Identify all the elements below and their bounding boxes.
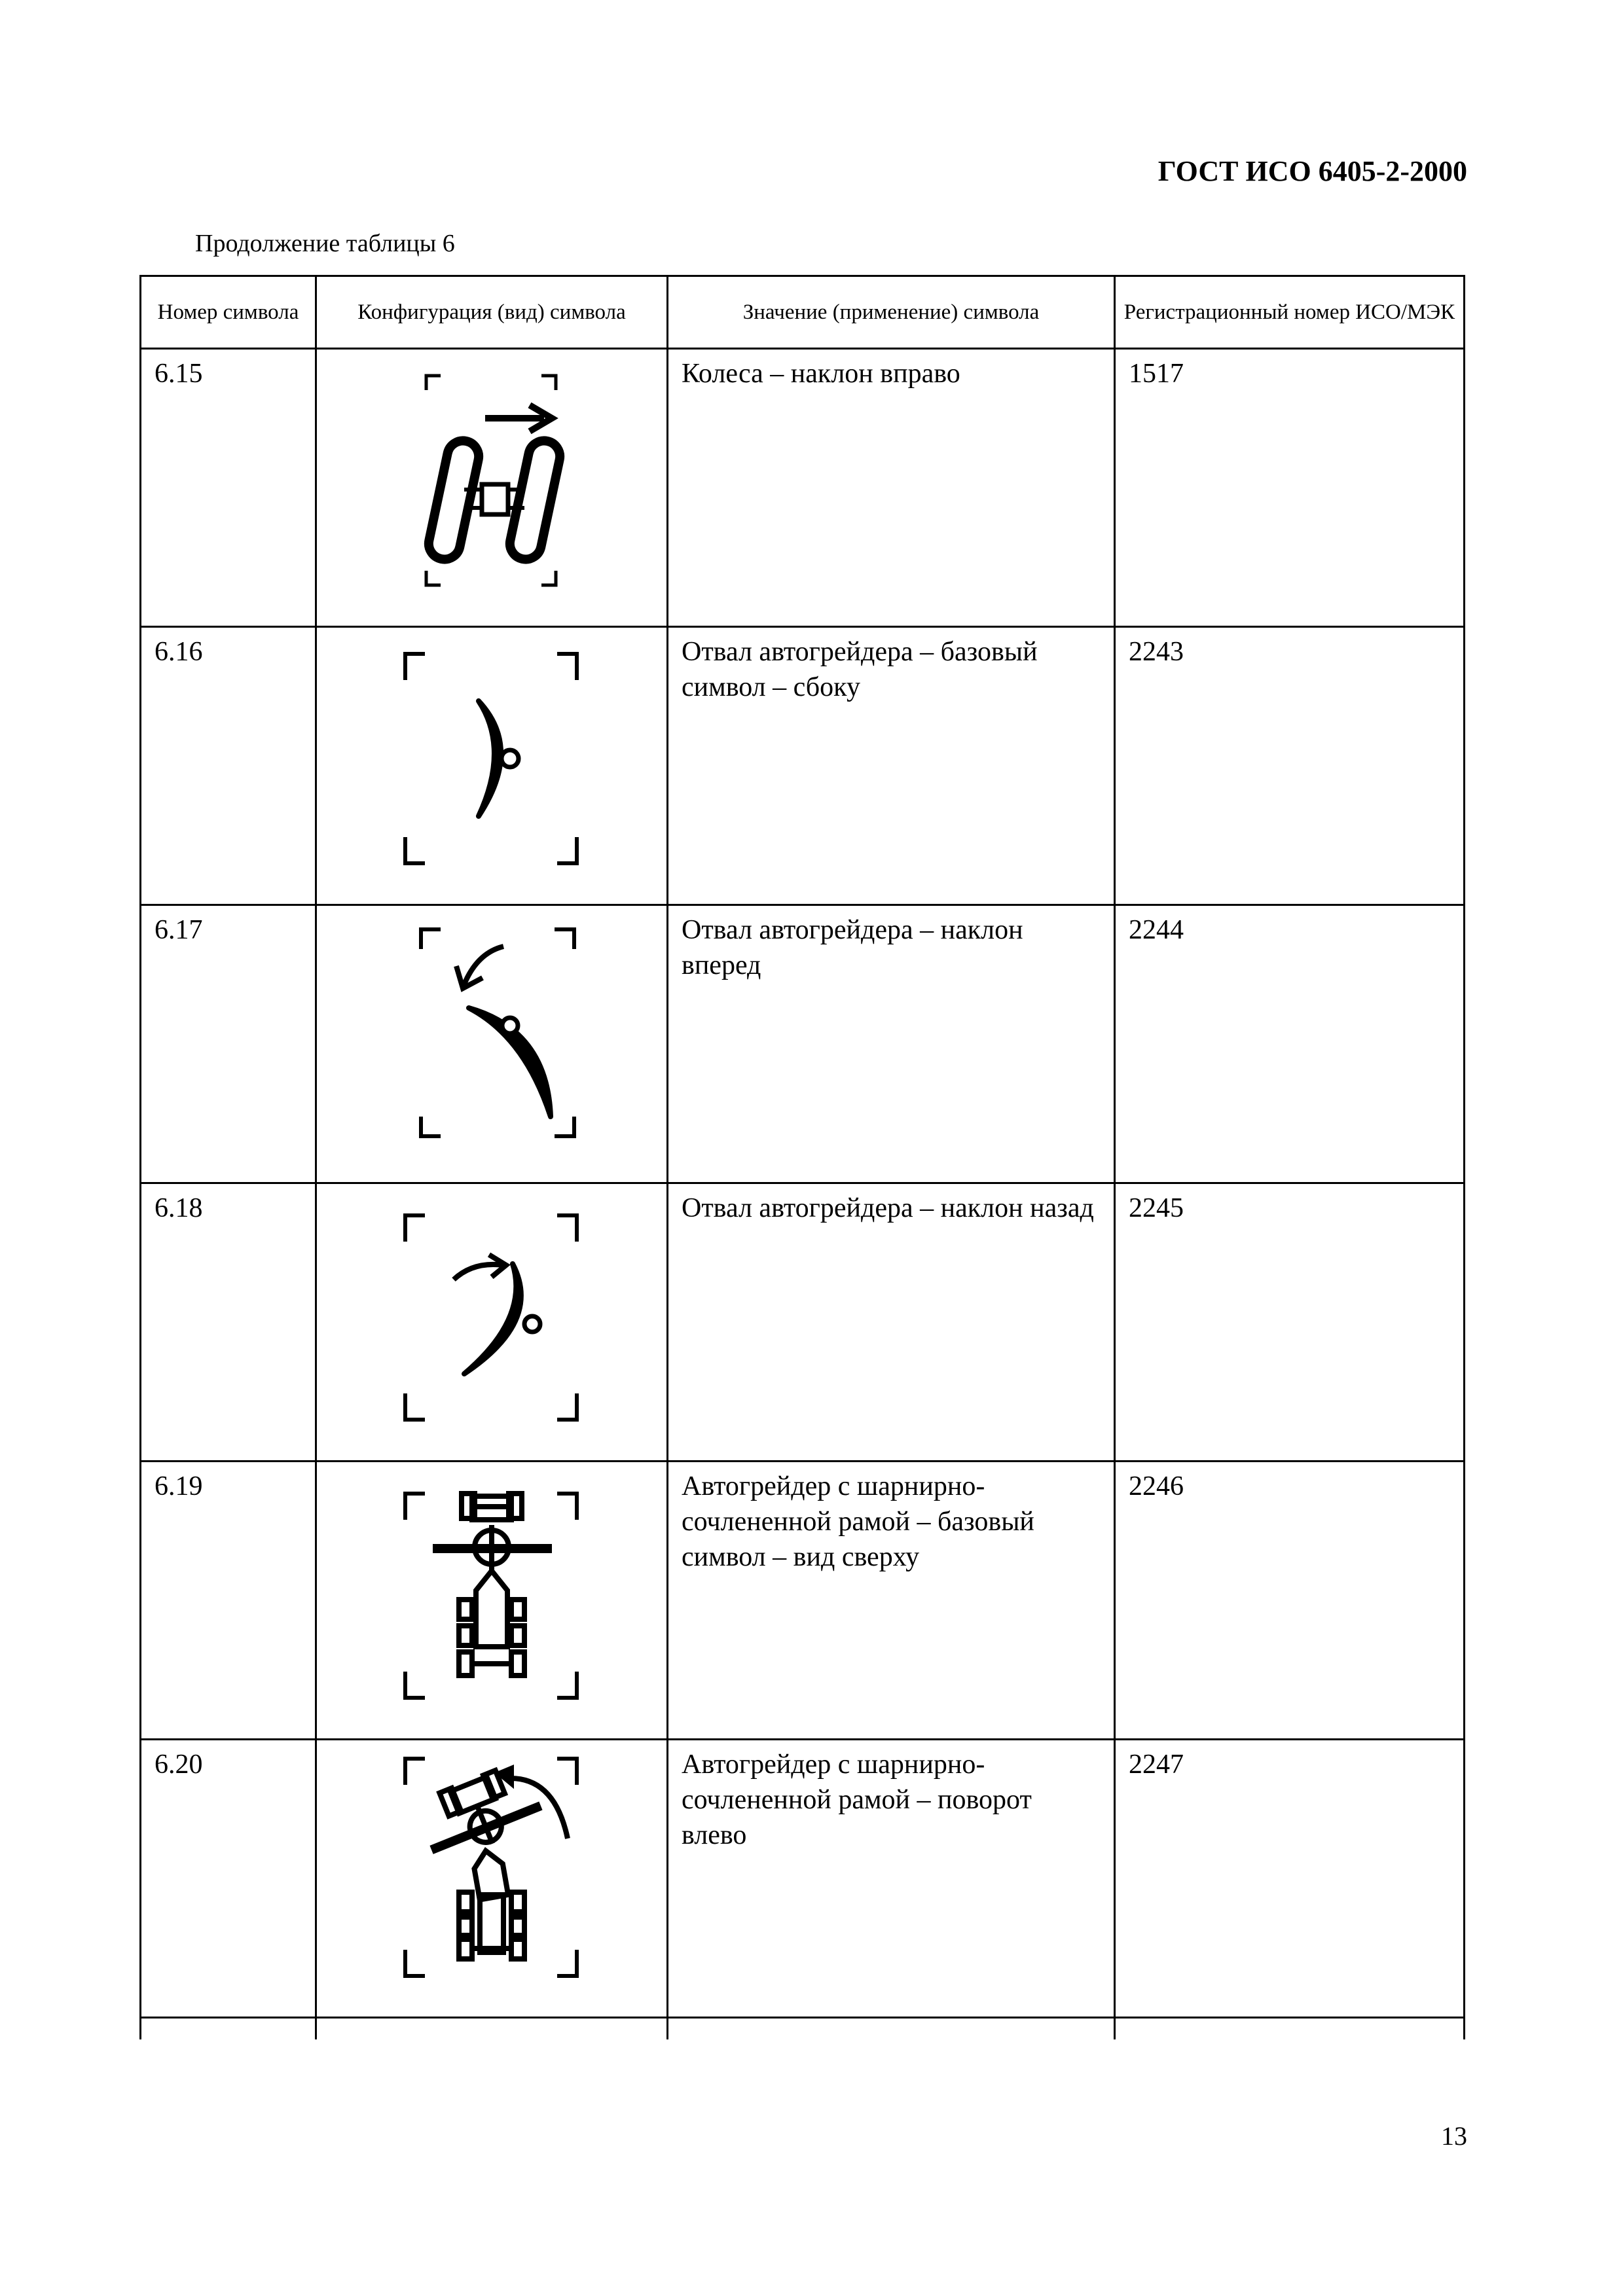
wheels-tilt-right-icon (361, 350, 623, 611)
symbol-number: 6.19 (141, 1462, 316, 1740)
symbol-cell (316, 627, 668, 905)
page-number: 13 (1441, 2121, 1467, 2151)
column-header-number: Номер символа (141, 276, 316, 349)
column-header-meaning: Значение (применение) символа (668, 276, 1115, 349)
registration-number: 2244 (1115, 905, 1465, 1183)
symbol-meaning: Отвал автогрейдера – базовый символ – сбоку (668, 627, 1115, 905)
grader-blade-side-icon (361, 628, 623, 889)
continuation-cell (668, 2018, 1115, 2040)
table-row (141, 905, 1465, 1183)
symbol-cell (316, 1740, 668, 2018)
column-header-configuration: Конфигурация (вид) символа (316, 276, 668, 349)
symbol-meaning: Колеса – наклон вправо (668, 349, 1115, 627)
table-continuation-row (141, 2018, 1465, 2040)
symbol-number: 6.17 (141, 905, 316, 1183)
symbol-cell (316, 1462, 668, 1740)
table-header-row (141, 276, 1465, 349)
table-row (141, 1183, 1465, 1462)
registration-number: 2246 (1115, 1462, 1465, 1740)
symbol-meaning: Автогрейдер с шарнирно-сочлененной рамой – базовый символ – вид сверху (668, 1462, 1115, 1740)
symbol-cell (316, 1183, 668, 1462)
registration-number: 2245 (1115, 1183, 1465, 1462)
symbol-number: 6.15 (141, 349, 316, 627)
table-caption: Продолжение таблицы 6 (195, 230, 455, 257)
symbol-number: 6.20 (141, 1740, 316, 2018)
registration-number: 1517 (1115, 349, 1465, 627)
symbol-number: 6.18 (141, 1183, 316, 1462)
table-row (141, 627, 1465, 905)
symbols-table-container (139, 275, 1463, 2003)
registration-number: 2243 (1115, 627, 1465, 905)
symbol-meaning: Отвал автогрейдера – наклон вперед (668, 905, 1115, 1183)
articulated-grader-top-icon (361, 1462, 623, 1724)
continuation-cell (1115, 2018, 1465, 2040)
table-row (141, 1740, 1465, 2018)
symbol-cell (316, 349, 668, 627)
symbol-cell (316, 905, 668, 1183)
table-row (141, 1462, 1465, 1740)
table-row (141, 349, 1465, 627)
column-header-registration: Регистрационный номер ИСО/МЭК (1115, 276, 1465, 349)
grader-blade-tilt-back-icon (361, 1184, 623, 1446)
grader-blade-tilt-forward-icon (361, 906, 623, 1168)
symbol-meaning: Отвал автогрейдера – наклон назад (668, 1183, 1115, 1462)
continuation-cell (141, 2018, 316, 2040)
symbol-meaning: Автогрейдер с шарнирно-сочлененной рамой – поворот влево (668, 1740, 1115, 2018)
continuation-cell (316, 2018, 668, 2040)
registration-number: 2247 (1115, 1740, 1465, 2018)
symbol-number: 6.16 (141, 627, 316, 905)
symbols-table (139, 275, 1465, 2039)
articulated-grader-turn-left-icon (361, 1740, 623, 2002)
document-code: ГОСТ ИСО 6405-2-2000 (1158, 155, 1467, 187)
